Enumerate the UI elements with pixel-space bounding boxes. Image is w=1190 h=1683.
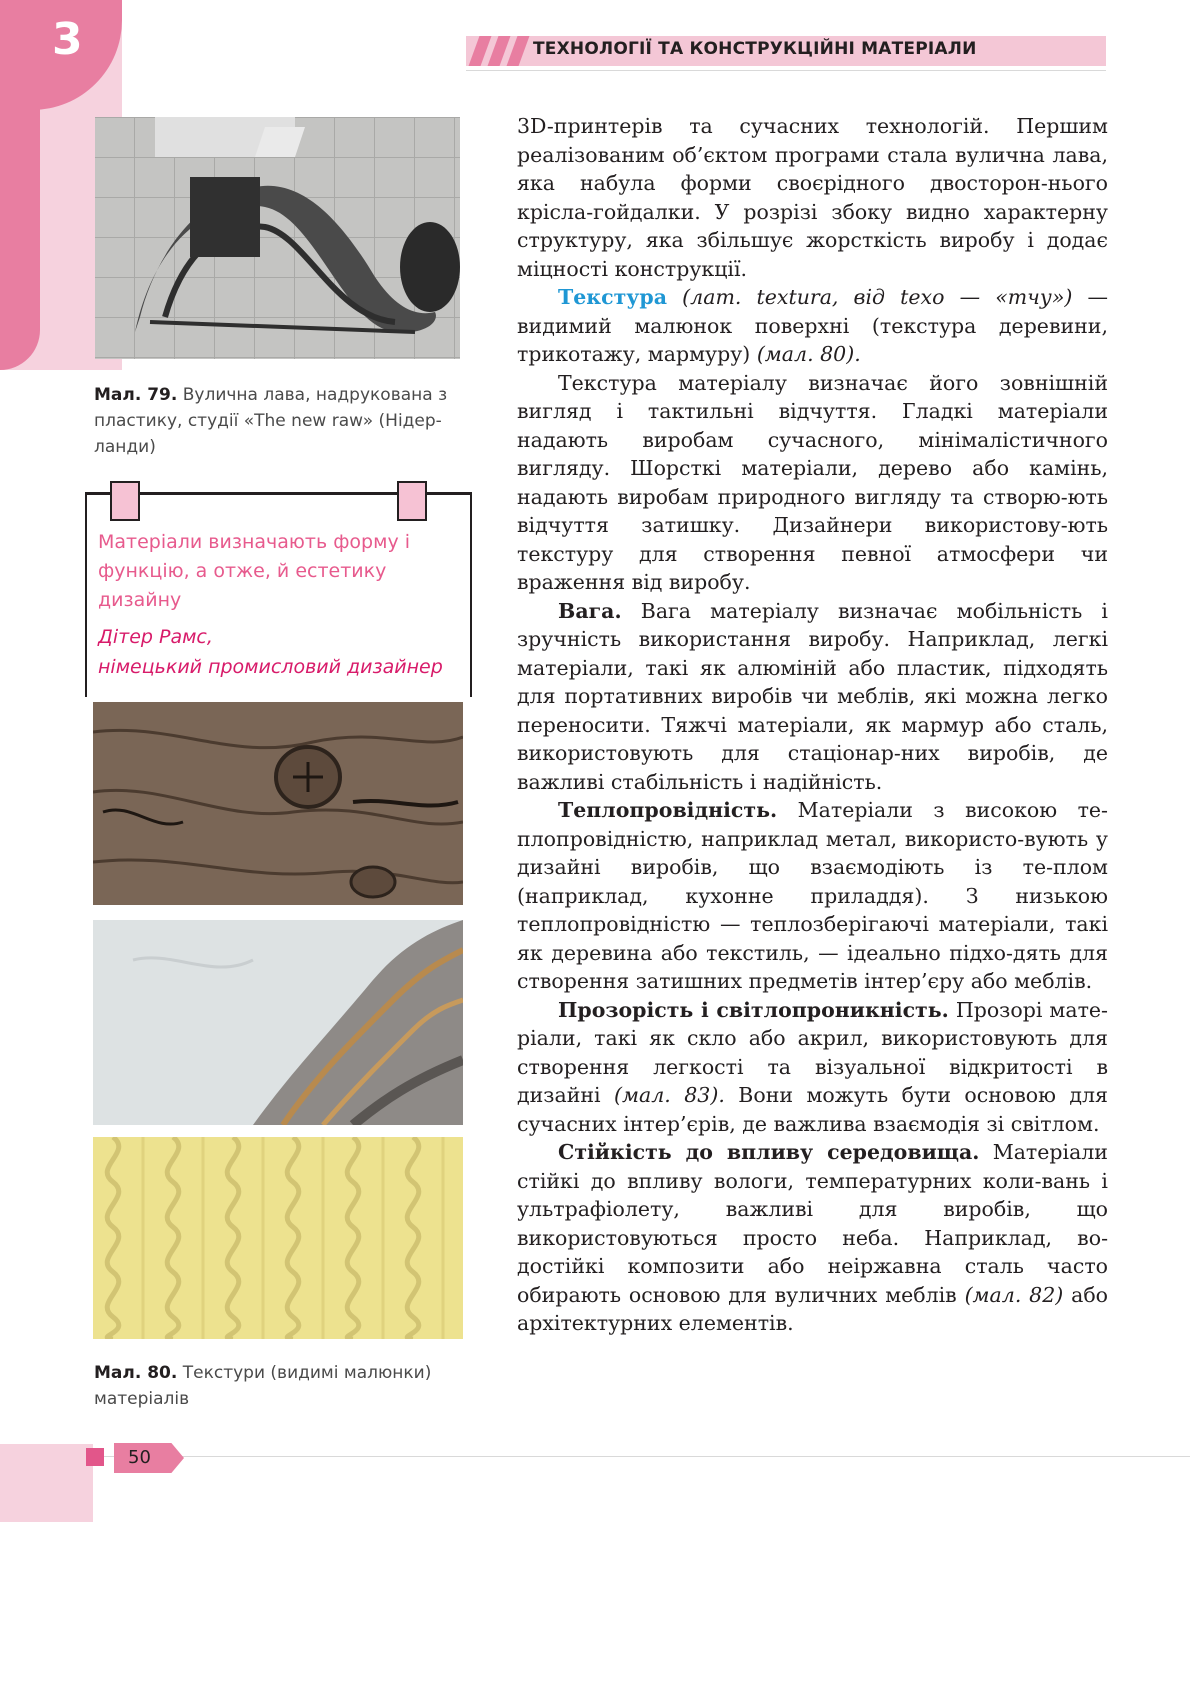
chapter-number: 3 bbox=[52, 14, 83, 65]
quote-text: Матеріали визначають форму і функцію, а отже, й естетику дизайну bbox=[98, 531, 411, 611]
transparency-text-1: Прозорі мате-ріали, такі як скло або акрил, використовують для створення легкості та візуальної відкритості в дизайні bbox=[517, 997, 1108, 1107]
weight-text: Вага матеріалу визначає мобільність і зручність використання виробу. Наприклад, легкі матеріали, такі як алюміній або пластик, підходять для портативних виробів чи меблів, які можна легко переносити. Тяжчі матеріали, як мармур або сталь, використовують для стаціонар-них виробів, де важливі стабільність і надійність. bbox=[517, 598, 1108, 794]
paragraph-environment bbox=[517, 1138, 1108, 1338]
footer-rule bbox=[104, 1456, 1190, 1457]
header-stripe bbox=[507, 36, 530, 66]
term-environment: Стійкість до впливу середовища. bbox=[558, 1140, 980, 1164]
main-text bbox=[517, 112, 1108, 1338]
section-title: ТЕХНОЛОГІЇ ТА КОНСТРУКЦІЙНІ МАТЕРІАЛИ bbox=[533, 39, 977, 59]
bench-photo bbox=[95, 117, 460, 359]
paragraph-weight bbox=[517, 597, 1108, 797]
footer-marker bbox=[86, 1448, 104, 1466]
paragraph-bench: 3D-принтерів та сучасних технологій. Першим реалізованим об’єктом програми стала вулична лава, яка набула форми своєрідного двосторон-нього крісла-гойдалки. У розрізі збоку видно характерну структуру, яка збільшує жорсткість виробу і додає міцності конструкції. bbox=[517, 114, 1108, 281]
wood-texture-photo bbox=[93, 702, 463, 905]
term-weight: Вага. bbox=[558, 598, 622, 623]
term-texture: Текстура bbox=[558, 285, 668, 309]
paragraph-thermal bbox=[517, 796, 1108, 996]
paragraph-transparency bbox=[517, 996, 1108, 1139]
footer-tab bbox=[0, 1444, 93, 1522]
chapter-tab-curve bbox=[0, 90, 40, 370]
environment-figure-ref: (мал. 82) bbox=[964, 1282, 1064, 1307]
quote-author-name: Дітер Рамс, bbox=[98, 626, 213, 648]
figure-80-caption bbox=[94, 1360, 464, 1412]
page-number: 50 bbox=[128, 1447, 151, 1468]
transparency-figure-ref: (мал. 83). bbox=[614, 1083, 725, 1107]
marble-texture-photo bbox=[93, 920, 463, 1125]
paragraph-texture bbox=[517, 283, 1108, 369]
figure-80-text: Текстури (видимі малюнки) матеріалів bbox=[94, 1363, 432, 1409]
knit-texture-photo bbox=[93, 1137, 463, 1339]
figure-79-label: Мал. 79. bbox=[94, 385, 178, 405]
environment-text-1: Матеріали стійкі до впливу вологи, температурних коли-вань і ультрафіолету, важливі для виробів, що використовуються просто неба. Наприклад, во-достійкі композити або неіржавна сталь часто обирають основою для вуличних меблів bbox=[517, 1140, 1108, 1307]
figure-79-text: Вулична лава, надрукована з пластику, студії «The new raw» (Нідер-ланди) bbox=[94, 385, 448, 457]
term-transparency: Прозорість і світлопроникність. bbox=[558, 997, 949, 1022]
texture-figure-ref: (мал. 80). bbox=[756, 342, 861, 366]
quote-author bbox=[98, 622, 468, 682]
sticker-tab-left bbox=[110, 481, 140, 521]
header-rule bbox=[466, 70, 1106, 71]
thermal-text: Матеріали з високою те-плопровідністю, наприклад метал, використо-вують у дизайні виробів, що взаємодіють із те-плом (наприклад, кухонне приладдя). З низькою теплопровідністю — теплозберігаючі матеріали, такі як деревина або текстиль, — ідеально підхо-дять для створення затишних предметів інтер’єру або меблів. bbox=[517, 798, 1108, 993]
transparency-text-2: Вони можуть бути основою для сучасних інтер’єрів, де важлива взаємодія зі світлом. bbox=[517, 1083, 1108, 1136]
quote-author-role: німецький промисловий дизайнер bbox=[98, 656, 443, 678]
figure-80-label: Мал. 80. bbox=[94, 1363, 178, 1383]
environment-text-2: або архітектурних елементів. bbox=[517, 1282, 1108, 1335]
paragraph-texture-effect: Текстура матеріалу визначає його зовнішній вигляд і тактильні відчуття. Гладкі матеріали надають виробам сучасного, мінімалістичного вигляду. Шорсткі матеріали, дерево або камінь, надають виробам природного вигляду та створю-ють відчуття затишку. Дизайнери використову-ють текстуру для створення певної атмосфери чи враження від виробу. bbox=[517, 370, 1108, 594]
figure-79-caption bbox=[94, 382, 464, 460]
term-thermal: Теплопровідність. bbox=[558, 798, 778, 822]
texture-etymology: (лат. textura, від texo — «тчу») bbox=[682, 285, 1073, 309]
texture-definition: — видимий малюнок поверхні (текстура деревини, трикотажу, мармуру) bbox=[517, 285, 1108, 366]
sticker-tab-right bbox=[397, 481, 427, 521]
